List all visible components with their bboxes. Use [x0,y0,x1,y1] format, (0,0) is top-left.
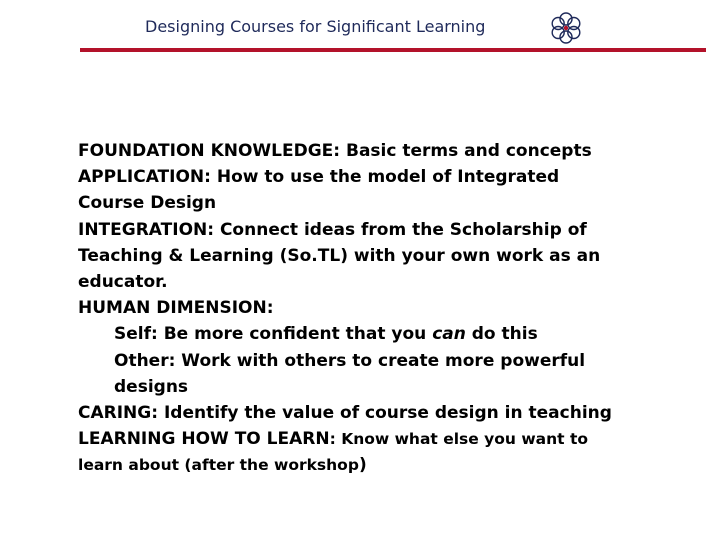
header-rule [80,48,706,52]
goal-line-caring: CARING: Identify the value of course design in teaching [78,403,612,424]
goal-line-other-cont: designs [114,376,189,397]
goal-line-application: APPLICATION: How to use the model of Integrated [78,167,560,188]
learning-close-paren: ) [358,455,367,476]
goal-line-learning-cont [78,452,678,478]
goal-line-integration-end: educator. [78,272,168,293]
learning-label: LEARNING HOW TO LEARN [78,429,330,450]
self-text-end: do this [465,324,538,345]
page-title: Designing Courses for Significant Learning [145,17,486,36]
goal-line-learning [78,426,678,452]
learning-goals [78,138,678,479]
flower-rings-icon [548,10,584,46]
goal-line-integration-cont: Teaching & Learning (So.TL) with your own work as an [78,245,601,266]
self-emphasis: can [432,324,466,345]
learning-text-cont: learn about (after the workshop [78,456,359,475]
goal-line-foundation: FOUNDATION KNOWLEDGE: Basic terms and concepts [78,141,592,161]
goal-line-self [78,321,678,347]
self-text: Self: Be more confident that you [114,324,433,345]
goal-line-other: Other: Work with others to create more powerful [114,350,586,371]
goal-line-application-cont: Course Design [78,193,217,214]
goal-line-human-dimension: HUMAN DIMENSION: [78,298,274,319]
learning-text: : Know what else you want to [329,430,589,449]
goal-line-integration: INTEGRATION: Connect ideas from the Scholarship of [78,219,587,240]
